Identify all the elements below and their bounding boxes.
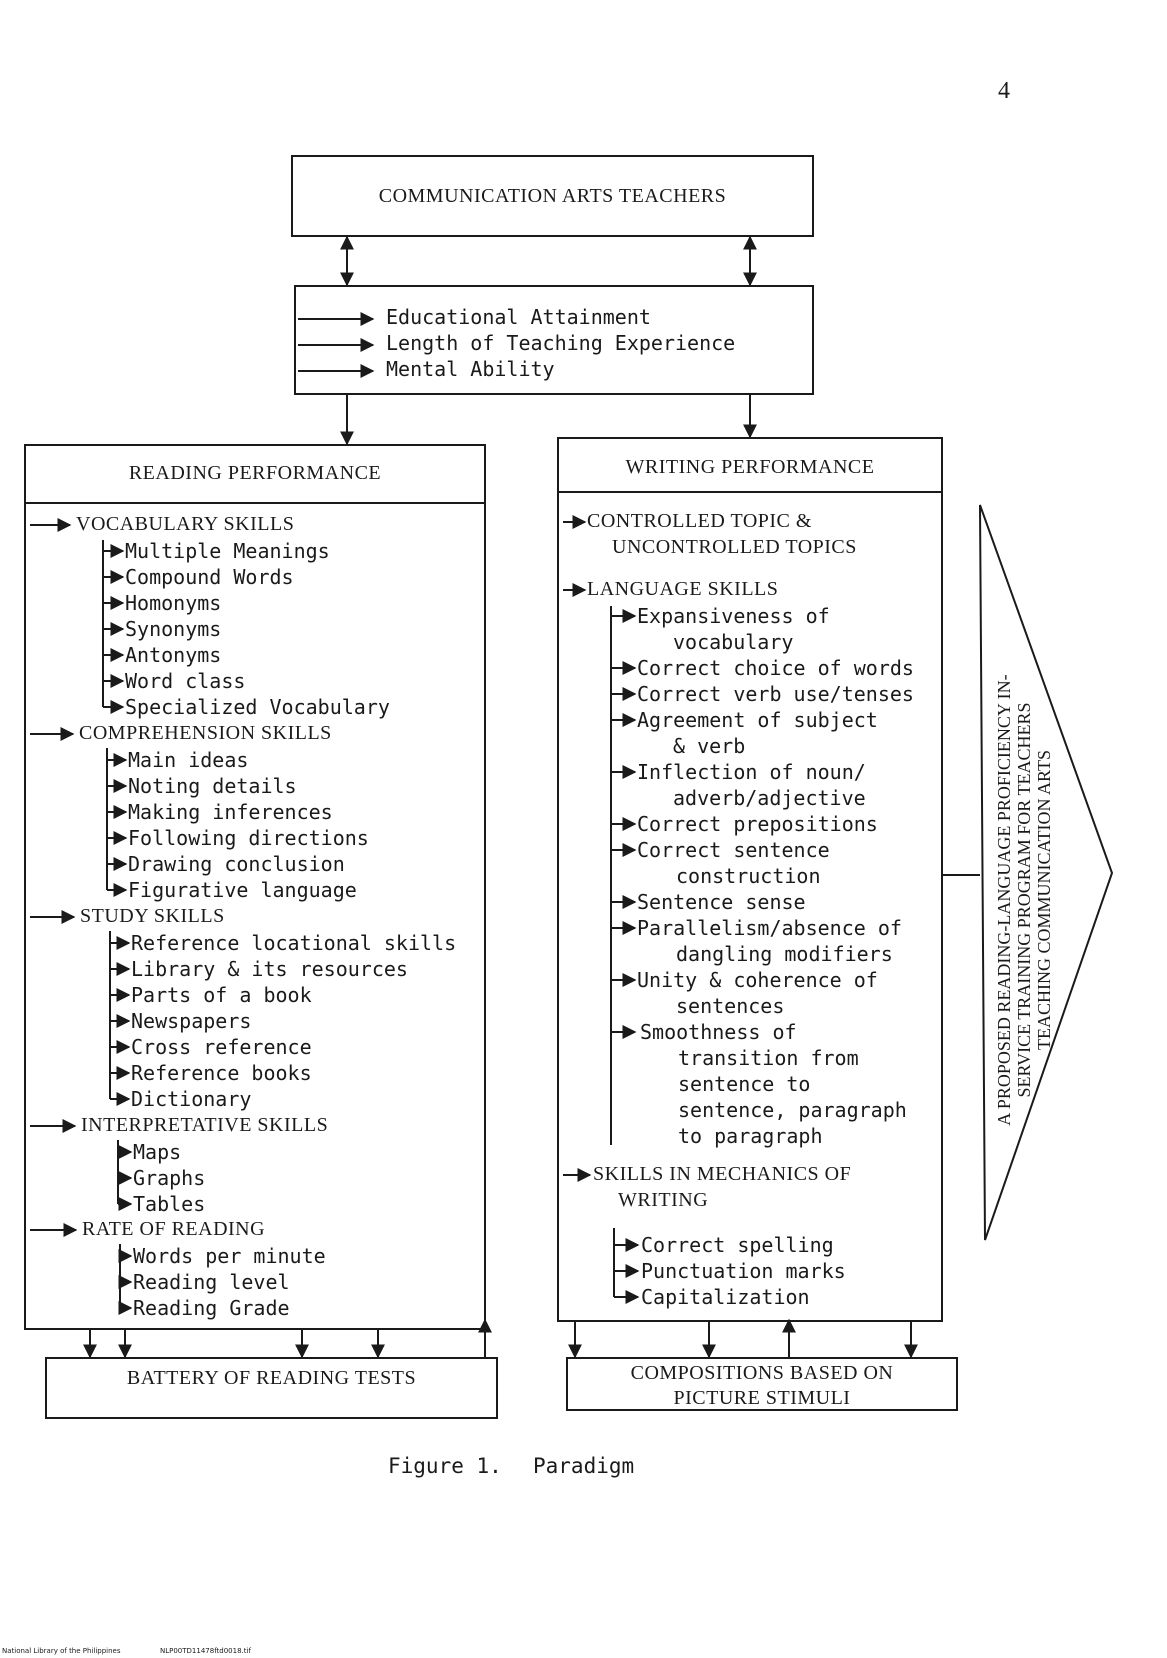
list-item: Graphs — [133, 1166, 206, 1190]
list-item: Reading level — [133, 1270, 290, 1294]
page-number: 4 — [998, 78, 1011, 104]
mechanics-label: WRITING — [618, 1189, 709, 1211]
list-item: Agreement of subject — [637, 708, 878, 732]
list-item: dangling modifiers — [676, 942, 893, 966]
list-item: Specialized Vocabulary — [125, 695, 390, 719]
list-item: Correct prepositions — [637, 812, 878, 836]
list-item: Unity & coherence of — [637, 968, 878, 992]
list-item: Reference locational skills — [131, 931, 457, 955]
proposal-line: TEACHING COMMUNICATION ARTS — [1034, 750, 1054, 1050]
list-item: Tables — [133, 1192, 206, 1216]
list-item: Main ideas — [128, 748, 249, 772]
language-skills-label: LANGUAGE SKILLS — [587, 578, 779, 600]
list-item: Drawing conclusion — [128, 852, 345, 876]
list-item: Figurative language — [128, 878, 357, 902]
list-item: Smoothness of — [640, 1020, 797, 1044]
list-item: Library & its resources — [131, 957, 408, 981]
topics-label: UNCONTROLLED TOPICS — [612, 536, 857, 558]
list-item: Dictionary — [131, 1087, 252, 1111]
list-item: Homonyms — [125, 591, 222, 615]
compositions-label: COMPOSITIONS BASED ON — [630, 1362, 894, 1384]
compositions-box — [566, 1357, 958, 1411]
list-item: Following directions — [128, 826, 369, 850]
list-item: sentence to — [678, 1072, 811, 1096]
list-item: Newspapers — [131, 1009, 252, 1033]
battery-of-reading-tests-box — [45, 1357, 498, 1419]
list-item: Word class — [125, 669, 246, 693]
proposal-line: A PROPOSED READING-LANGUAGE PROFICIENCY IN- — [994, 674, 1014, 1126]
interpretative-skills-label: INTERPRETATIVE SKILLS — [81, 1114, 329, 1136]
list-item: Compound Words — [125, 565, 294, 589]
attribute-item: Educational Attainment — [386, 305, 651, 329]
battery-tests-label: BATTERY OF READING TESTS — [126, 1367, 417, 1389]
list-item: sentence, paragraph — [678, 1098, 907, 1122]
list-item: Expansiveness of — [637, 604, 830, 628]
list-item: Correct sentence — [637, 838, 830, 862]
list-item: Reading Grade — [133, 1296, 290, 1320]
list-item: to paragraph — [678, 1124, 823, 1148]
list-item: Maps — [133, 1140, 182, 1164]
list-item: Capitalization — [641, 1285, 810, 1309]
list-item: Noting details — [128, 774, 297, 798]
list-item: Punctuation marks — [641, 1259, 846, 1283]
teachers-box — [291, 155, 814, 237]
list-item: Parts of a book — [131, 983, 312, 1007]
proposal-line: SERVICE TRAINING PROGRAM FOR TEACHERS — [1014, 702, 1034, 1098]
vocabulary-skills-label: VOCABULARY SKILLS — [76, 513, 295, 535]
list-item: sentences — [676, 994, 785, 1018]
rate-of-reading-label: RATE OF READING — [82, 1218, 266, 1240]
list-item: Parallelism/absence of — [637, 916, 902, 940]
study-skills-label: STUDY SKILLS — [80, 905, 225, 927]
list-item: vocabulary — [673, 630, 794, 654]
teachers-title: COMMUNICATION ARTS TEACHERS — [378, 185, 727, 207]
list-item: Cross reference — [131, 1035, 312, 1059]
list-item: Making inferences — [128, 800, 333, 824]
figure-caption: Figure 1. — [388, 1454, 502, 1478]
comprehension-skills-label: COMPREHENSION SKILLS — [79, 722, 332, 744]
list-item: transition from — [678, 1046, 859, 1070]
attribute-item: Mental Ability — [386, 357, 555, 381]
list-item: Reference books — [131, 1061, 312, 1085]
attributes-box — [294, 285, 814, 395]
footer-file: NLP00TD11478ftd0018.tif — [160, 1647, 251, 1655]
list-item: Correct choice of words — [637, 656, 914, 680]
writing-title: WRITING PERFORMANCE — [625, 456, 875, 478]
list-item: Correct spelling — [641, 1233, 834, 1257]
list-item: construction — [676, 864, 821, 888]
attribute-item: Length of Teaching Experience — [386, 331, 736, 355]
footer-source: National Library of the Philippines — [2, 1647, 121, 1655]
list-item: Correct verb use/tenses — [637, 682, 914, 706]
list-item: adverb/adjective — [673, 786, 866, 810]
reading-title: READING PERFORMANCE — [128, 462, 382, 484]
topics-label: CONTROLLED TOPIC & — [587, 510, 812, 532]
compositions-label: PICTURE STIMULI — [673, 1387, 851, 1409]
list-item: Sentence sense — [637, 890, 806, 914]
list-item: Words per minute — [133, 1244, 326, 1268]
list-item: & verb — [673, 734, 746, 758]
figure-title: Paradigm — [533, 1454, 635, 1478]
list-item: Inflection of noun/ — [637, 760, 866, 784]
list-item: Antonyms — [125, 643, 222, 667]
list-item: Multiple Meanings — [125, 539, 330, 563]
mechanics-label: SKILLS IN MECHANICS OF — [593, 1163, 852, 1185]
list-item: Synonyms — [125, 617, 222, 641]
